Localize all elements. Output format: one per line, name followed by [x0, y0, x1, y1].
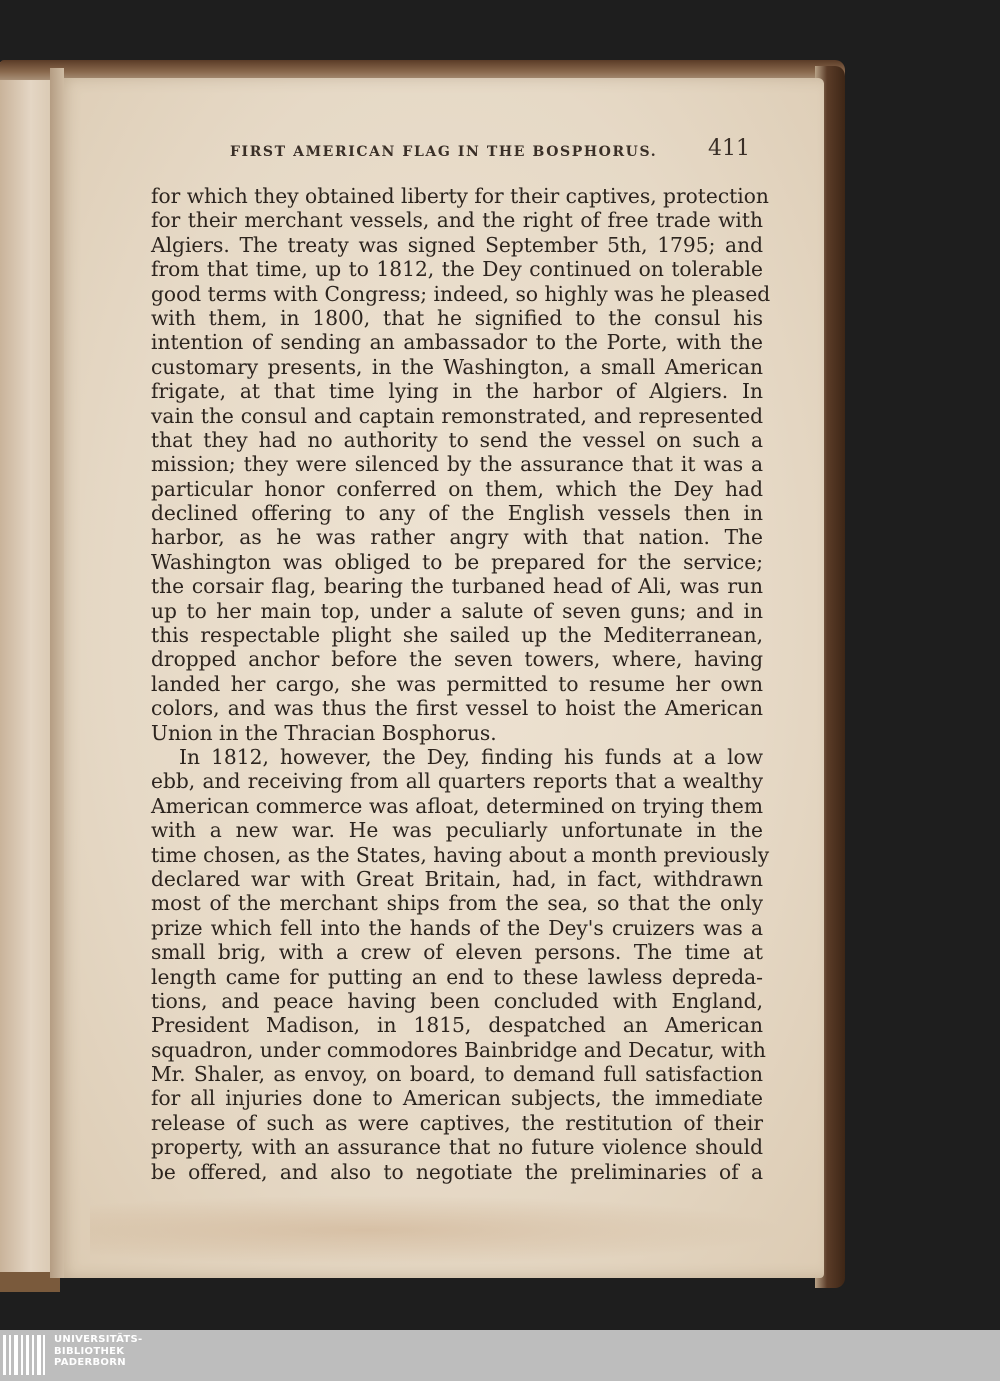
text-line: that they had no authority to send the vessel on such a	[151, 427, 763, 452]
text-line: ebb, and receiving from all quarters reports that a wealthy	[151, 769, 763, 794]
text-line: for all injuries done to American subjects, the immediate	[151, 1086, 763, 1111]
text-line: customary presents, in the Washington, a small American	[151, 354, 763, 379]
page-stain	[90, 1195, 790, 1265]
text-line: American commerce was afloat, determined on trying them	[151, 793, 763, 818]
library-name	[54, 1334, 143, 1369]
text-line: landed her cargo, she was permitted to resume her own	[151, 671, 763, 696]
text-line: most of the merchant ships from the sea, so that the only	[151, 891, 763, 916]
text-line: release of such as were captives, the restitution of their	[151, 1110, 763, 1135]
library-name-line: UNIVERSITÄTS-	[54, 1334, 143, 1345]
text-line: up to her main top, under a salute of seven guns; and in	[151, 598, 763, 623]
text-line: with them, in 1800, that he signified to the consul his	[151, 305, 763, 330]
text-line: small brig, with a crew of eleven persons. The time at	[151, 940, 763, 965]
text-line: property, with an assurance that no future violence should	[151, 1135, 763, 1160]
text-line: from that time, up to 1812, the Dey continued on tolerable	[151, 257, 763, 282]
text-line: tions, and peace having been concluded with England,	[151, 988, 763, 1013]
text-line: the corsair flag, bearing the turbaned head of Ali, was run	[151, 574, 763, 599]
text-line: for their merchant vessels, and the right of free trade with	[151, 208, 763, 233]
text-line: time chosen, as the States, having about a month previously	[151, 842, 770, 867]
book-cover-top	[0, 60, 845, 80]
page-number: 411	[708, 136, 750, 161]
text-line: this respectable plight she sailed up the Mediterranean,	[151, 623, 763, 648]
library-barcode-icon	[2, 1335, 46, 1375]
text-line: Washington was obliged to be prepared for the service;	[151, 549, 763, 574]
text-line: length came for putting an end to these lawless depreda-	[151, 964, 763, 989]
text-line: President Madison, in 1815, despatched an American	[151, 1013, 763, 1038]
text-line: declined offering to any of the English vessels then in	[151, 501, 763, 526]
text-line: good terms with Congress; indeed, so highly was he pleased	[151, 281, 771, 306]
text-line: particular honor conferred on them, which the Dey had	[151, 476, 763, 501]
text-line: harbor, as he was rather angry with that nation. The	[151, 525, 763, 550]
text-line: prize which fell into the hands of the Dey's cruizers was a	[151, 915, 763, 940]
text-line: frigate, at that time lying in the harbor of Algiers. In	[151, 379, 763, 404]
text-line: with a new war. He was peculiarly unfortunate in the	[151, 818, 763, 843]
page-header	[230, 136, 770, 166]
library-name-line: BIBLIOTHEK	[54, 1345, 125, 1357]
text-line: Union in the Thracian Bosphorus.	[151, 720, 497, 745]
text-line: In 1812, however, the Dey, finding his funds at a low	[179, 744, 763, 769]
text-line: declared war with Great Britain, had, in fact, withdrawn	[151, 866, 763, 891]
text-line: be offered, and also to negotiate the preliminaries of a	[151, 1159, 763, 1184]
text-line: mission; they were silenced by the assurance that it was a	[151, 452, 763, 477]
text-line: Mr. Shaler, as envoy, on board, to demand full satisfaction	[151, 1062, 763, 1087]
running-head: FIRST AMERICAN FLAG IN THE BOSPHORUS.	[230, 144, 658, 160]
body-text	[151, 184, 771, 1184]
text-line: dropped anchor before the seven towers, where, having	[151, 647, 763, 672]
library-name-line: PADERBORN	[54, 1357, 126, 1368]
text-line: intention of sending an ambassador to the Porte, with the	[151, 330, 763, 355]
text-line: for which they obtained liberty for their captives, protection	[151, 184, 769, 208]
library-logo	[0, 1331, 300, 1381]
text-line: Algiers. The treaty was signed September 5th, 1795; and	[151, 232, 763, 257]
text-line: squadron, under commodores Bainbridge and Decatur, with	[151, 1037, 766, 1062]
text-line: colors, and was thus the first vessel to hoist the American	[151, 696, 763, 721]
book-gutter	[50, 68, 64, 1278]
text-line: vain the consul and captain remonstrated, and represented	[151, 403, 763, 428]
